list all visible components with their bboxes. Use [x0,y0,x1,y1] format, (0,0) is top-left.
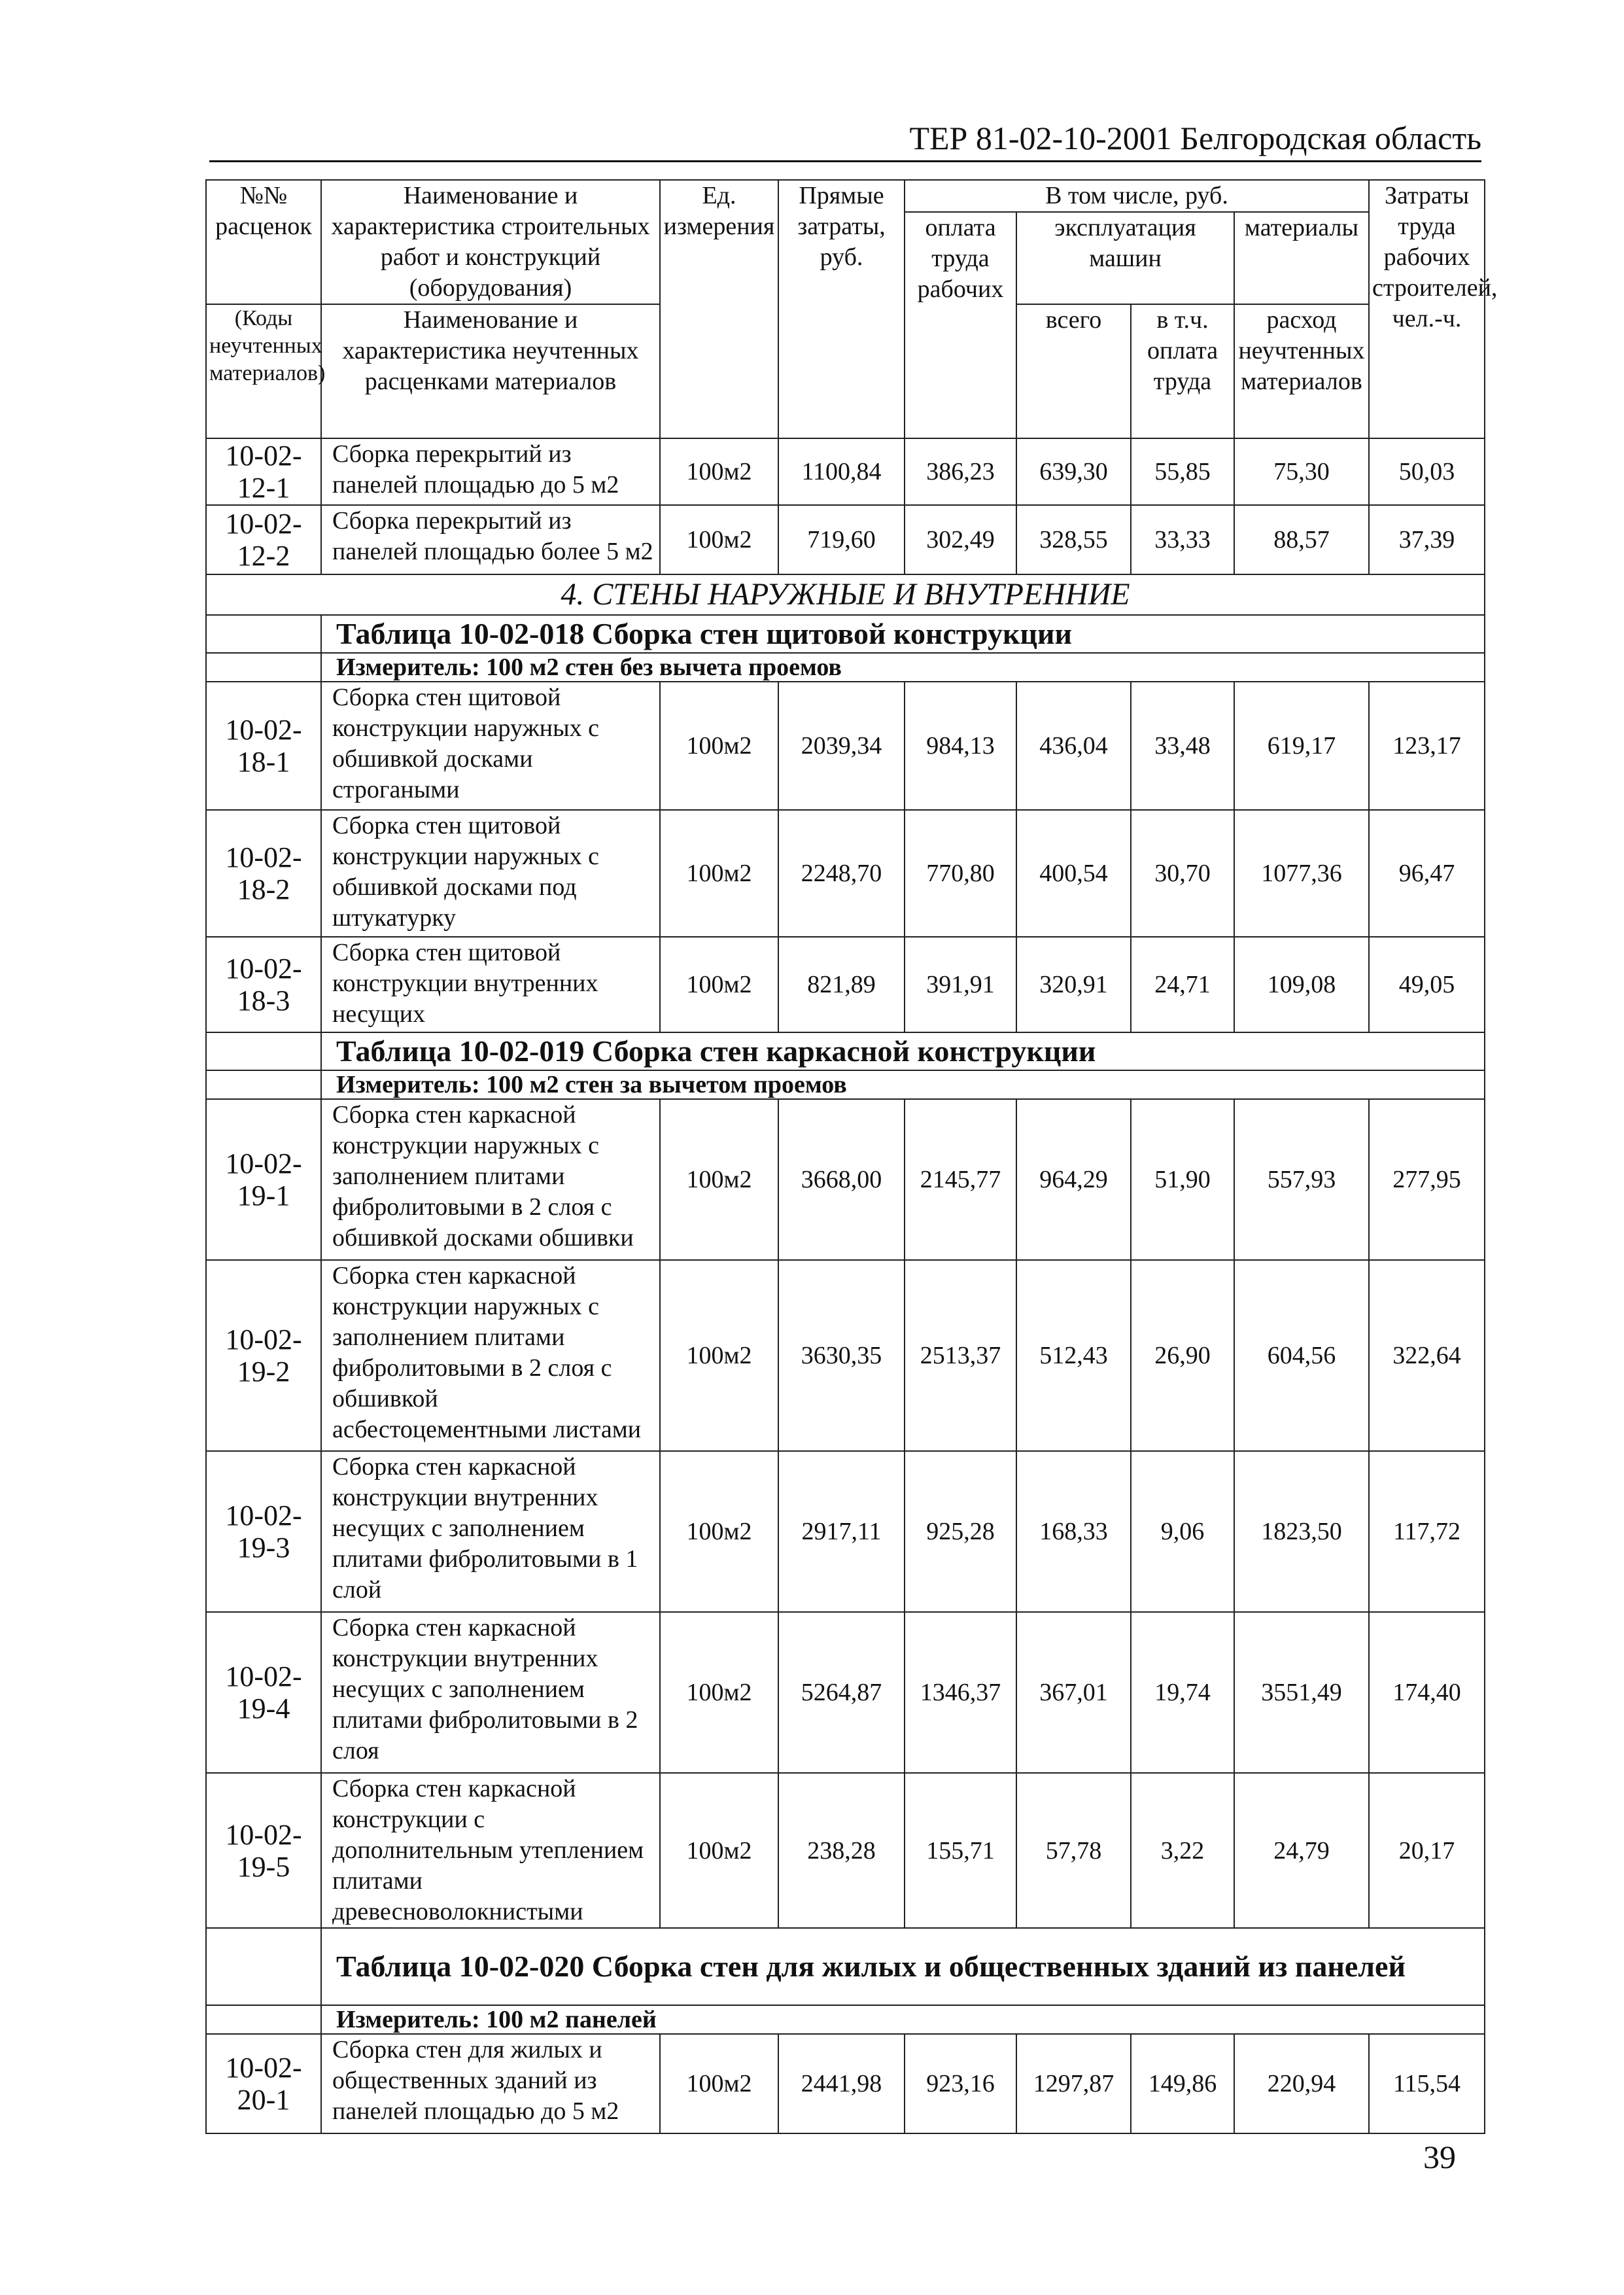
cell-mach-total: 57,78 [1016,1773,1131,1928]
table-row [206,1773,1485,1928]
cell-materials: 220,94 [1234,2034,1369,2133]
cell-labor: 322,64 [1369,1260,1485,1451]
cell-materials: 109,08 [1234,937,1369,1032]
table-row [206,1099,1485,1260]
cell-mach-wages: 55,85 [1131,438,1234,505]
cell-unit: 100м2 [660,1773,778,1928]
empty-code-cell [206,1070,321,1099]
cell-mach-wages: 33,33 [1131,505,1234,574]
work-name: Сборка перекрытий из панелей площадью более 5 м2 [321,505,660,574]
cell-wages: 2145,77 [905,1099,1016,1260]
cell-unit: 100м2 [660,438,778,505]
rate-code: 10-02-18-3 [206,937,321,1032]
empty-code-cell [206,653,321,682]
work-name: Сборка перекрытий из панелей площадью до 5 м2 [321,438,660,505]
cell-mach-wages: 30,70 [1131,810,1234,937]
cell-unit: 100м2 [660,2034,778,2133]
rate-code: 10-02-18-2 [206,810,321,937]
rate-code: 10-02-19-3 [206,1451,321,1612]
cell-mach-wages: 33,48 [1131,682,1234,810]
cell-mach-wages: 3,22 [1131,1773,1234,1928]
rates-table [205,179,1498,2134]
rate-code: 10-02-18-1 [206,682,321,810]
cell-direct: 821,89 [778,937,905,1032]
table-title: Таблица 10-02-019 Сборка стен каркасной конструкции [321,1032,1485,1070]
col-machines-header: эксплуатация машин [1016,212,1234,304]
rate-code: 10-02-20-1 [206,2034,321,2133]
col-code-sub-header: (Коды неучтенных материалов) [206,304,321,438]
work-name: Сборка стен щитовой конструкции наружных с обшивкой досками под штукатурку [321,810,660,937]
cell-unit: 100м2 [660,1260,778,1451]
cell-direct: 5264,87 [778,1612,905,1773]
col-direct-header: Прямые затраты, руб. [778,180,905,438]
col-labor-header: Затраты труда рабочих строителей, чел.-ч. [1369,180,1485,438]
col-mach-wages-header: в т.ч. оплата труда [1131,304,1234,438]
section-title: 4. СТЕНЫ НАРУЖНЫЕ И ВНУТРЕННИЕ [206,574,1485,615]
cell-mach-total: 320,91 [1016,937,1131,1032]
cell-direct: 3668,00 [778,1099,905,1260]
cell-mach-total: 367,01 [1016,1612,1131,1773]
cell-wages: 1346,37 [905,1612,1016,1773]
cell-wages: 770,80 [905,810,1016,937]
rate-code: 10-02-19-2 [206,1260,321,1451]
cell-mach-wages: 9,06 [1131,1451,1234,1612]
cell-direct: 3630,35 [778,1260,905,1451]
col-code-header: №№ расценок [206,180,321,304]
cell-mach-total: 436,04 [1016,682,1131,810]
table-title: Таблица 10-02-018 Сборка стен щитовой конструкции [321,615,1485,653]
cell-mach-total: 639,30 [1016,438,1131,505]
cell-labor: 49,05 [1369,937,1485,1032]
cell-labor: 277,95 [1369,1099,1485,1260]
table-title: Таблица 10-02-020 Сборка стен для жилых и общественных зданий из панелей [321,1928,1485,2005]
cell-materials: 619,17 [1234,682,1369,810]
col-mat-usage-header: расход неучтенных материалов [1234,304,1369,438]
table-title-row [206,1928,1485,2005]
cell-direct: 1100,84 [778,438,905,505]
cell-unit: 100м2 [660,810,778,937]
cell-labor: 117,72 [1369,1451,1485,1612]
table-row [206,810,1485,937]
col-incl-header: В том числе, руб. [905,180,1369,212]
col-wages-header: оплата труда рабочих [905,212,1016,438]
cell-wages: 386,23 [905,438,1016,505]
table-row [206,1612,1485,1773]
cell-materials: 1077,36 [1234,810,1369,937]
cell-mach-wages: 24,71 [1131,937,1234,1032]
measure-line-row [206,2005,1485,2034]
table-title-row [206,615,1485,653]
col-name-sub-header: Наименование и характеристика неучтенных расценками материалов [321,304,660,438]
page-number: 39 [1423,2139,1456,2175]
cell-unit: 100м2 [660,937,778,1032]
cell-direct: 2039,34 [778,682,905,810]
cell-labor: 96,47 [1369,810,1485,937]
header-title: ТЕР 81-02-10-2001 Белгородская область [909,120,1481,156]
cell-wages: 155,71 [905,1773,1016,1928]
cell-labor: 123,17 [1369,682,1485,810]
rate-code: 10-02-19-4 [206,1612,321,1773]
cell-labor: 115,54 [1369,2034,1485,2133]
measure-line: Измеритель: 100 м2 стен без вычета проемов [321,653,1485,682]
table-row [206,1451,1485,1612]
cell-wages: 984,13 [905,682,1016,810]
cell-direct: 2248,70 [778,810,905,937]
cell-direct: 238,28 [778,1773,905,1928]
col-mach-total-header: всего [1016,304,1131,438]
cell-mach-total: 964,29 [1016,1099,1131,1260]
cell-direct: 719,60 [778,505,905,574]
cell-mach-total: 168,33 [1016,1451,1131,1612]
cell-materials: 24,79 [1234,1773,1369,1928]
measure-line-row [206,653,1485,682]
table-row [206,937,1485,1032]
running-header [209,116,1481,162]
measure-line-row [206,1070,1485,1099]
cell-direct: 2441,98 [778,2034,905,2133]
cell-wages: 302,49 [905,505,1016,574]
cell-unit: 100м2 [660,1099,778,1260]
work-name: Сборка стен каркасной конструкции внутренних несущих с заполнением плитами фибролитовыми в 2 слоя [321,1612,660,1773]
header-rule [209,160,1481,162]
cell-mach-total: 400,54 [1016,810,1131,937]
empty-code-cell [206,2005,321,2034]
cell-labor: 50,03 [1369,438,1485,505]
rate-code: 10-02-12-2 [206,505,321,574]
cell-wages: 925,28 [905,1451,1016,1612]
work-name: Сборка стен щитовой конструкции наружных с обшивкой досками строгаными [321,682,660,810]
cell-materials: 75,30 [1234,438,1369,505]
cell-labor: 174,40 [1369,1612,1485,1773]
work-name: Сборка стен каркасной конструкции внутренних несущих с заполнением плитами фибролитовыми в 1 слой [321,1451,660,1612]
table-row [206,1260,1485,1451]
cell-mach-wages: 51,90 [1131,1099,1234,1260]
col-materials-header: материалы [1234,212,1369,304]
rate-code: 10-02-19-1 [206,1099,321,1260]
cell-materials: 557,93 [1234,1099,1369,1260]
header-row-1 [206,180,1485,212]
table-row [206,505,1485,574]
cell-unit: 100м2 [660,682,778,810]
cell-materials: 604,56 [1234,1260,1369,1451]
cell-wages: 923,16 [905,2034,1016,2133]
empty-code-cell [206,1032,321,1070]
col-name-header: Наименование и характеристика строительных работ и конструкций (оборудования) [321,180,660,304]
empty-code-cell [206,615,321,653]
cell-mach-wages: 26,90 [1131,1260,1234,1451]
table-row [206,682,1485,810]
cell-mach-total: 1297,87 [1016,2034,1131,2133]
cell-unit: 100м2 [660,1612,778,1773]
cell-materials: 88,57 [1234,505,1369,574]
table-row [206,438,1485,505]
measure-line: Измеритель: 100 м2 стен за вычетом проемов [321,1070,1485,1099]
cell-wages: 391,91 [905,937,1016,1032]
table-body [206,180,1498,2133]
cell-mach-wages: 149,86 [1131,2034,1234,2133]
cell-mach-total: 328,55 [1016,505,1131,574]
cell-direct: 2917,11 [778,1451,905,1612]
col-unit-header: Ед. измерения [660,180,778,438]
cell-materials: 3551,49 [1234,1612,1369,1773]
cell-materials: 1823,50 [1234,1451,1369,1612]
rate-code: 10-02-12-1 [206,438,321,505]
empty-code-cell [206,1928,321,2005]
cell-labor: 20,17 [1369,1773,1485,1928]
cell-wages: 2513,37 [905,1260,1016,1451]
work-name: Сборка стен для жилых и общественных зданий из панелей площадью до 5 м2 [321,2034,660,2133]
cell-unit: 100м2 [660,505,778,574]
table-row [206,2034,1485,2133]
cell-mach-wages: 19,74 [1131,1612,1234,1773]
work-name: Сборка стен каркасной конструкции с дополнительным утеплением плитами древесноволокнистыми [321,1773,660,1928]
section-row [206,574,1485,615]
rate-code: 10-02-19-5 [206,1773,321,1928]
cell-labor: 37,39 [1369,505,1485,574]
table-title-row [206,1032,1485,1070]
cell-unit: 100м2 [660,1451,778,1612]
work-name: Сборка стен щитовой конструкции внутренних несущих [321,937,660,1032]
work-name: Сборка стен каркасной конструкции наружных с заполнением плитами фибролитовыми в 2 слоя с обшивкой досками обшивки [321,1099,660,1260]
work-name: Сборка стен каркасной конструкции наружных с заполнением плитами фибролитовыми в 2 слоя с обшивкой асбестоцементными листами [321,1260,660,1451]
measure-line: Измеритель: 100 м2 панелей [321,2005,1485,2034]
cell-mach-total: 512,43 [1016,1260,1131,1451]
